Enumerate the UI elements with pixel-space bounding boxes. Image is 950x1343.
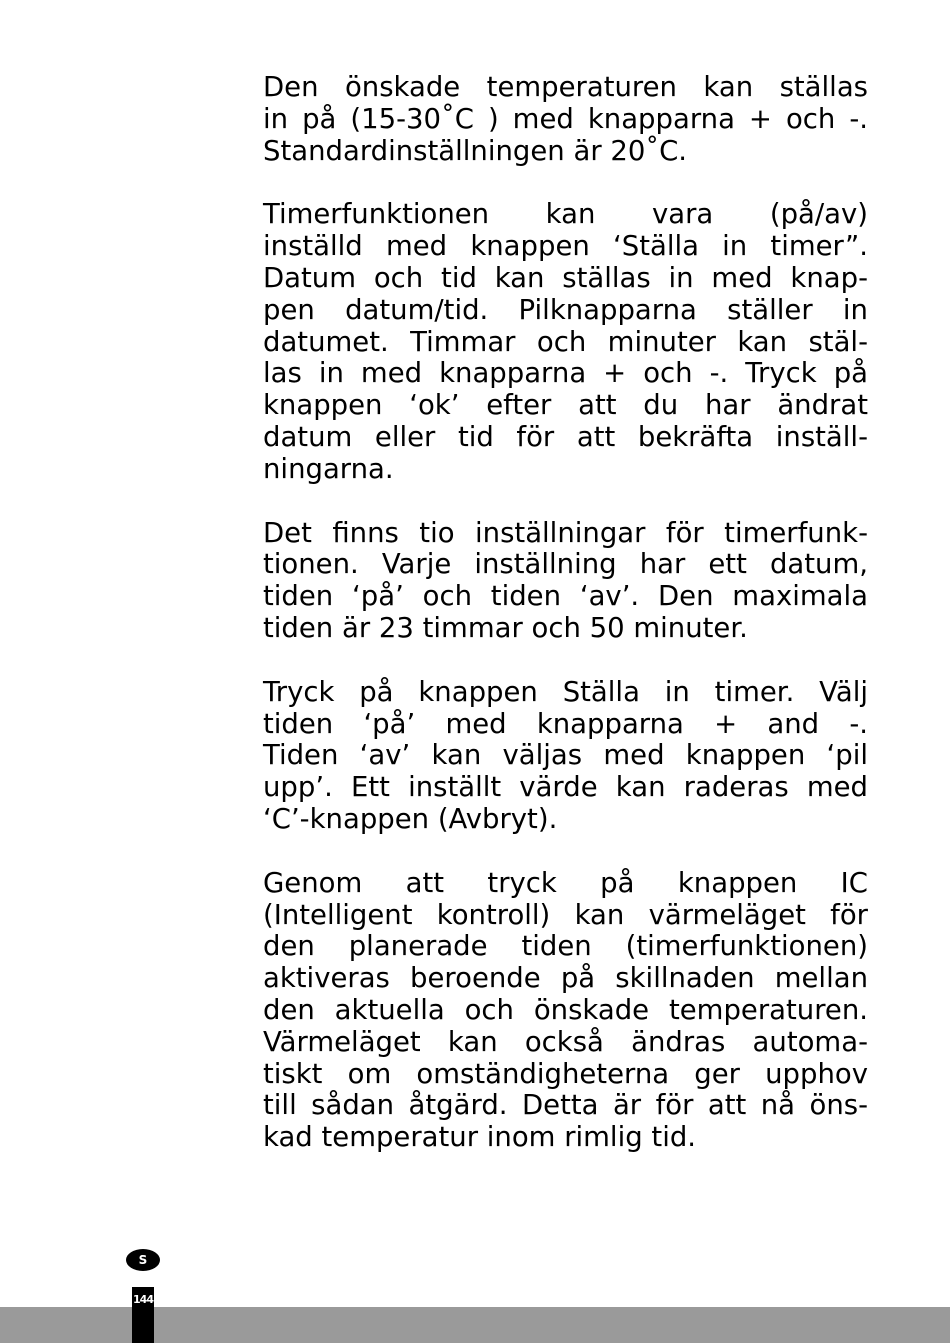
text-line: inställd med knappen ‘Ställa in timer”. [263, 230, 868, 263]
body-text [263, 72, 868, 1186]
language-badge: S [126, 1249, 160, 1271]
text-line: aktiveras beroende på skillnaden mellan [263, 962, 868, 995]
text-line: las in med knapparna + och -. Tryck på [263, 357, 868, 390]
paragraph-timer-function [263, 199, 868, 485]
text-line: Standardinställningen är 20˚C. [263, 134, 688, 167]
text-line: datumet. Timmar och minuter kan stäl- [263, 325, 868, 358]
text-line: ningarna. [263, 452, 394, 485]
text-line: tiden ‘på’ med knapparna + and -. [263, 707, 868, 740]
text-line: tiden är 23 timmar och 50 minuter. [263, 611, 748, 644]
paragraph-temperature [263, 72, 868, 167]
text-line: Det finns tio inställningar för timerfunk- [263, 516, 868, 549]
text-line: pen datum/tid. Pilknapparna ställer in [263, 293, 868, 326]
text-line: Genom att tryck på knappen IC [263, 866, 868, 899]
text-line: Datum och tid kan ställas in med knap- [263, 261, 868, 294]
paragraph-timer-settings [263, 518, 868, 645]
text-line: den aktuella och önskade temperaturen. [263, 993, 868, 1026]
text-line: in på (15-30˚C ) med knapparna + och -. [263, 102, 868, 135]
paragraph-intelligent-control [263, 868, 868, 1154]
text-line: Timerfunktionen kan vara (på/av) [263, 198, 868, 231]
text-line: tiskt om omständigheterna ger upphov [263, 1057, 868, 1090]
text-line: Värmeläget kan också ändras automa- [263, 1025, 868, 1058]
text-line: (Intelligent kontroll) kan värmeläget för [263, 898, 868, 931]
page-number: 144 [133, 1293, 153, 1306]
text-line: Tiden ‘av’ kan väljas med knappen ‘pil [263, 739, 868, 772]
text-line: den planerade tiden (timerfunktionen) [263, 930, 868, 963]
text-line: ‘C’-knappen (Avbryt). [263, 802, 558, 835]
text-line: Den önskade temperaturen kan ställas [263, 71, 868, 103]
text-line: knappen ‘ok’ efter att du har ändrat [263, 389, 868, 422]
text-line: datum eller tid för att bekräfta inställ- [263, 420, 868, 453]
paragraph-set-timer [263, 677, 868, 836]
page-number-tab [132, 1287, 154, 1343]
text-line: Tryck på knappen Ställa in timer. Välj [263, 675, 868, 708]
text-line: till sådan åtgärd. Detta är för att nå öns- [263, 1089, 868, 1122]
text-line: upp’. Ett inställt värde kan raderas med [263, 771, 868, 804]
text-line: tionen. Varje inställning har ett datum, [263, 548, 868, 581]
text-line: kad temperatur inom rimlig tid. [263, 1121, 697, 1154]
text-line: tiden ‘på’ och tiden ‘av’. Den maximala [263, 580, 868, 613]
